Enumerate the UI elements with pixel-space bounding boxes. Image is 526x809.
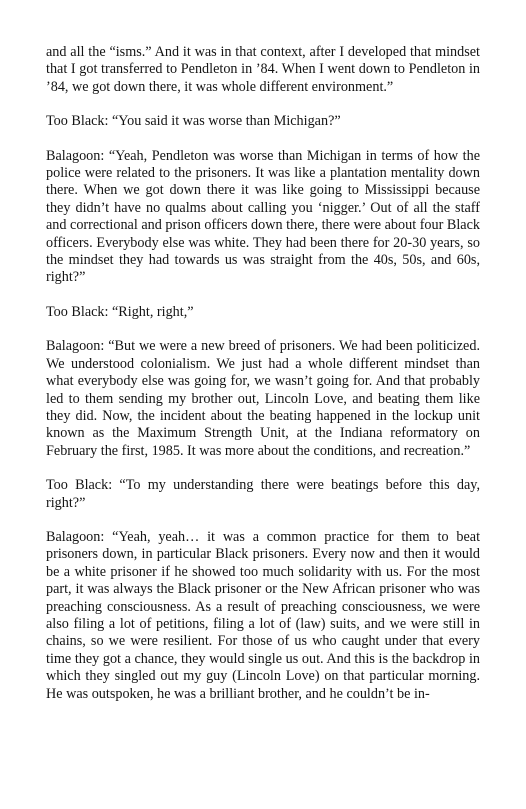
speaker-label: Balagoon: [46,528,105,545]
paragraph-6-text: “To my understanding there were beatings before this day, right?” [46,477,480,511]
paragraph-7-text: “Yeah, yeah… it was a common practice for them to beat prisoners down, in particular Black prisoners. Every now and then it would be a white prisoner if he showed too much solidarity with us. For the most part, it was always the Black prisoner or the New African prisoner who was preaching consciousness. As a result of preaching consciousness, we were also filing a lot of petitions, filing a lot of (law) suits, and we were still in chains, so we were resilient. For those of us who caught under that every time they got a chance, they would single us out. And this is the backdrop in which they singled out my guy (Lincoln Love) on that particular morning. He was outspoken, he was a brilliant brother, and he couldn’t be in- [46,528,481,702]
speaker-label: Too Black: [46,303,109,320]
speaker-label: Balagoon: [46,338,105,355]
paragraph-5 [46,338,480,460]
paragraph-2-text: “You said it was worse than Michigan?” [112,113,341,130]
paragraph-4-text: “Right, right,” [112,303,194,320]
paragraph-6 [46,477,480,512]
paragraph-1-text: and all the “isms.” And it was in that context, after I developed that mindset that I got transferred to Pendleton in ’84. When I went down to Pendleton in ’84, we got down there, it was whole different environment.” [46,44,480,95]
paragraph-3-text: “Yeah, Pendleton was worse than Michigan in terms of how the police were related to the prisoners. It was like a plantation mentality down there. When we got down there it was like going to Mississippi because they didn’t have no qualms about calling you ‘nigger.’ Out of all the staff and correctional and prison officers down there, there were about four Black officers. Everybody else was white. They had been there for 20-30 years, so the mindset they had towards us was straight from the 40s, 50s, and 60s, right?” [46,147,480,286]
paragraph-7 [46,529,480,703]
paragraph-1 [46,44,480,96]
speaker-label: Too Black: [46,113,109,130]
speaker-label: Balagoon: [46,147,105,164]
paragraph-4 [46,304,480,321]
paragraph-5-text: “But we were a new breed of prisoners. We had been politicized. We understood colonialism. We just had a whole different mindset than what everybody else was going for, we wasn’t going for. And that probably led to them sending my brother out, Lincoln Love, and beating them like they did. Now, the incident about the beating happened in the lockup unit known as the Maximum Strength Unit, at the Indiana reformatory on February the first, 1985. It was more about the conditions, and recreation.” [46,338,480,459]
speaker-label: Too Black: [46,477,113,494]
paragraph-2 [46,113,480,130]
paragraph-3 [46,148,480,287]
